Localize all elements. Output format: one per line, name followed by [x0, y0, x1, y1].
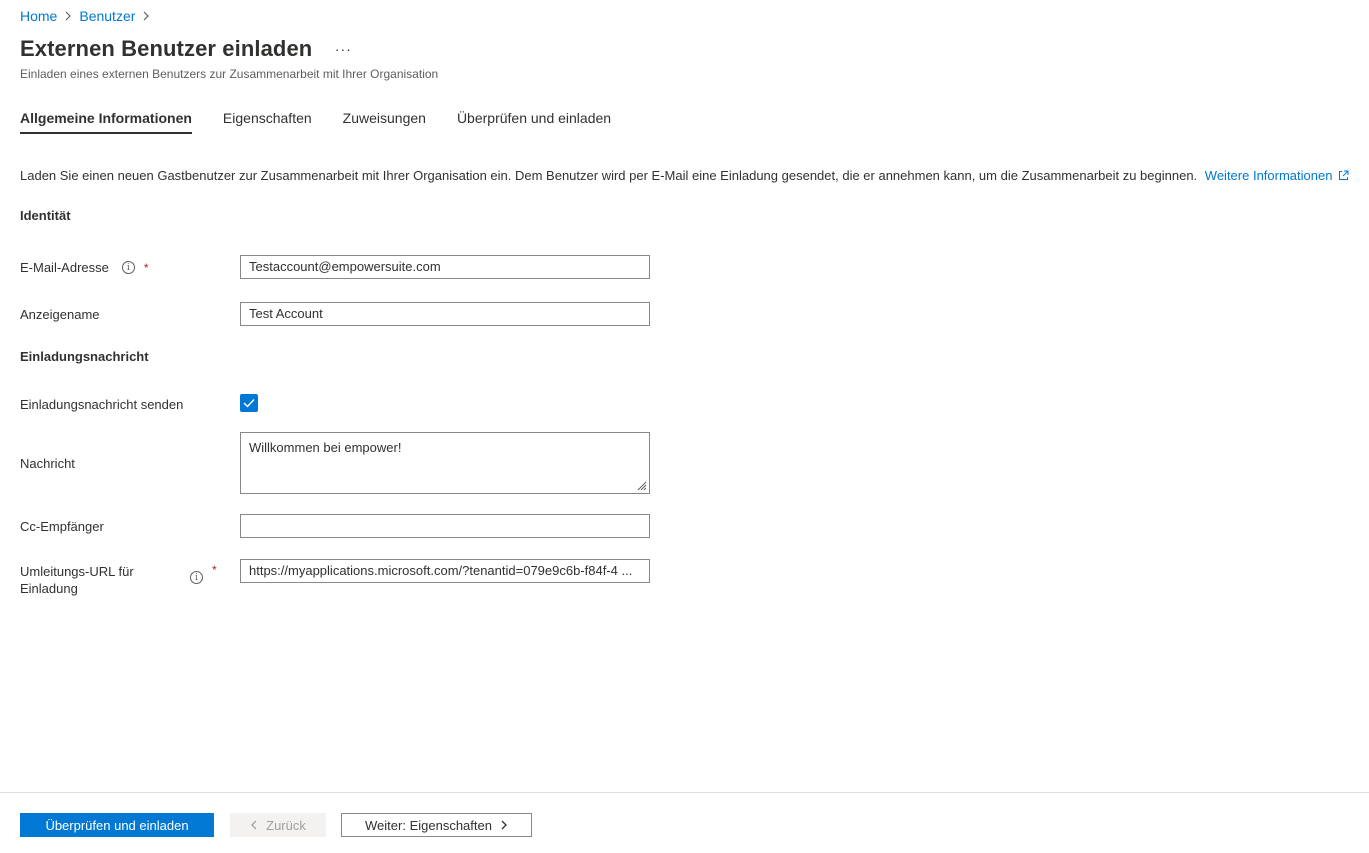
display-name-field[interactable]: Test Account [240, 302, 650, 326]
message-label: Nachricht [20, 456, 75, 471]
intro-text [20, 168, 1349, 183]
cc-recipients-field[interactable] [240, 514, 650, 538]
email-field[interactable]: Testaccount@empowersuite.com [240, 255, 650, 279]
resize-grip-icon[interactable] [635, 479, 647, 491]
breadcrumb-home-link[interactable]: Home [20, 8, 58, 24]
wizard-tabs [20, 104, 642, 134]
chevron-right-icon [57, 11, 79, 21]
info-icon[interactable]: i [190, 571, 203, 584]
checkmark-icon [243, 398, 255, 408]
chevron-right-icon [500, 820, 508, 830]
intro-description: Laden Sie einen neuen Gastbenutzer zur Zusammenarbeit mit Ihrer Organisation ein. Dem Benutzer wird per E-Mail eine Einladung gesendet, die er annehmen kann, um die Zusammenarbeit zu beginnen. [20, 168, 1198, 183]
external-link-icon [1338, 170, 1349, 181]
learn-more-label: Weitere Informationen [1204, 168, 1333, 183]
title-row [20, 36, 350, 62]
email-label: E-Mail-Adresse [20, 260, 109, 275]
message-text: Willkommen bei empower! [249, 440, 402, 455]
info-icon[interactable]: i [122, 261, 135, 274]
send-invitation-checkbox[interactable] [240, 394, 258, 412]
invitation-heading: Einladungsnachricht [20, 349, 149, 364]
page-subtitle: Einladen eines externen Benutzers zur Zusammenarbeit mit Ihrer Organisation [20, 67, 439, 81]
redirect-url-field[interactable]: https://myapplications.microsoft.com/?tenantid=079e9c6b-f84f-4 ... [240, 559, 650, 583]
tab-assignments[interactable]: Zuweisungen [342, 110, 426, 126]
tab-properties[interactable]: Eigenschaften [222, 110, 312, 126]
back-button-label: Zurück [266, 817, 306, 833]
back-button[interactable] [230, 813, 326, 837]
identity-heading: Identität [20, 208, 71, 223]
next-properties-button[interactable] [341, 813, 532, 837]
tab-general-info[interactable]: Allgemeine Informationen [20, 104, 192, 134]
display-name-label: Anzeigename [20, 307, 100, 322]
more-options-button[interactable]: ··· [334, 41, 352, 57]
footer-divider [0, 792, 1369, 793]
chevron-left-icon [250, 820, 258, 830]
send-invitation-label: Einladungsnachricht senden [20, 397, 184, 412]
breadcrumb-users-link[interactable]: Benutzer [79, 8, 136, 24]
review-invite-button[interactable]: Überprüfen und einladen [20, 813, 214, 837]
message-textarea[interactable] [240, 432, 650, 494]
tab-review-invite[interactable]: Überprüfen und einladen [456, 110, 612, 126]
learn-more-link[interactable] [1205, 168, 1350, 183]
redirect-label: Umleitungs-URL für Einladung [20, 564, 134, 596]
next-button-label: Weiter: Eigenschaften [365, 817, 492, 833]
required-asterisk: * [143, 260, 149, 275]
required-asterisk: * [212, 563, 217, 577]
page-title: Externen Benutzer einladen [20, 36, 313, 61]
email-label-row [20, 260, 149, 275]
redirect-label-row [20, 563, 200, 597]
chevron-right-icon [135, 11, 157, 21]
cc-label: Cc-Empfänger [20, 519, 104, 534]
breadcrumb [20, 8, 157, 24]
